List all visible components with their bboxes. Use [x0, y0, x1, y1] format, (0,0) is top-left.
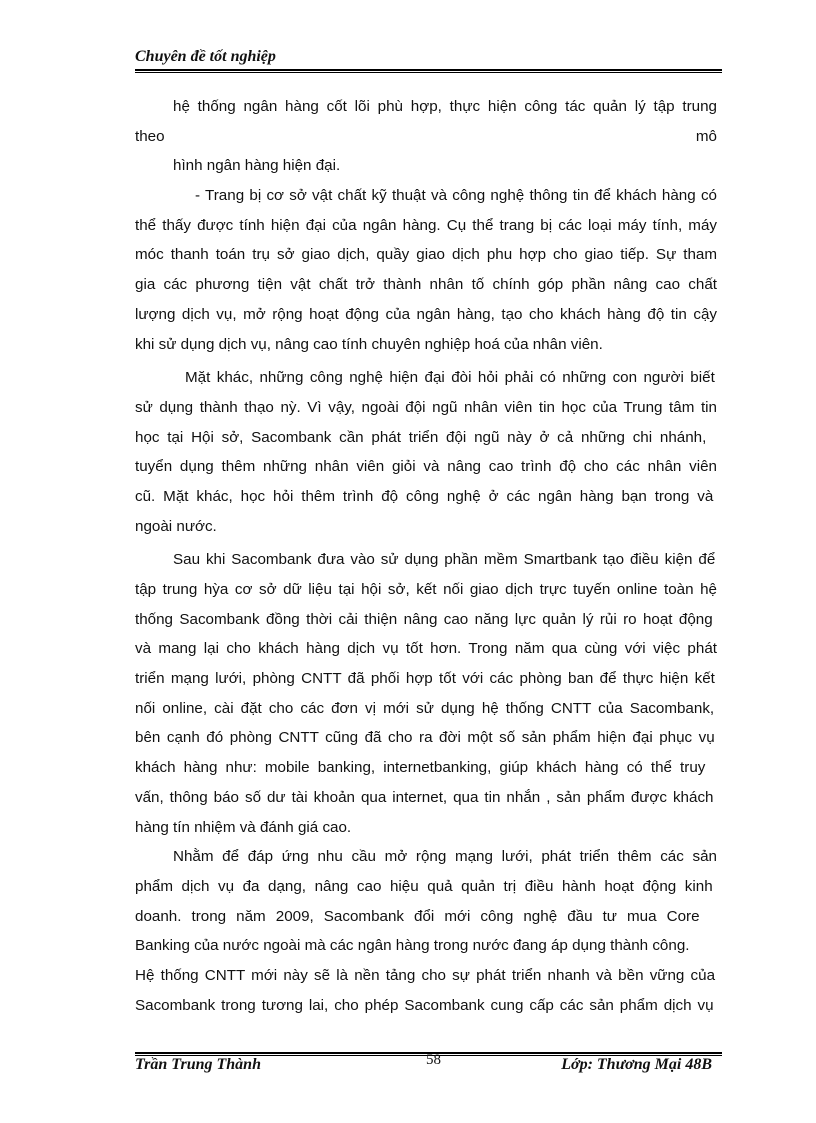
- paragraph-line: hình ngân hàng hiện đại.: [173, 157, 341, 175]
- page-header-title: Chuyên đề tốt nghiệp: [135, 48, 276, 65]
- paragraph-line: - Trang bị cơ sở vật chất kỹ thuật và công nghệ thông tin để khách hàng có: [195, 187, 717, 205]
- paragraph-line-split: [135, 122, 717, 152]
- paragraph-line: sử dụng thành thạo nỳ. Vì vậy, ngoài đội ngũ nhân viên tin học của Trung tâm tin: [135, 398, 717, 416]
- paragraph-line: ngoài nước.: [135, 517, 217, 535]
- paragraph-line: Nhằm để đáp ứng nhu cầu mở rộng mạng lưới, phát triển thêm các sản: [173, 848, 717, 866]
- paragraph-line: phẩm dịch vụ đa dạng, nâng cao hiệu quả quản trị điều hành hoạt động kinh: [135, 877, 713, 895]
- paragraph-line: hệ thống ngân hàng cốt lõi phù hợp, thực hiện công tác quản lý tập trung: [173, 98, 717, 115]
- paragraph-line: cũ. Mặt khác, học hỏi thêm trình độ công nghệ ở các ngân hàng bạn trong và: [135, 487, 714, 505]
- paragraph-line: học tại Hội sở, Sacombank cần phát triển đội ngũ này ở cả những chi nhánh,: [135, 428, 707, 446]
- header-rule-thin: [135, 72, 722, 73]
- paragraph-line: gia các phương tiện vật chất trở thành nhân tố chính góp phần nâng cao chất: [135, 276, 717, 294]
- paragraph-line: Banking của nước ngoài mà các ngân hàng trong nước đang áp dụng thành công.: [135, 937, 690, 955]
- page-number: 58: [426, 1052, 441, 1068]
- paragraph-line: vấn, thông báo số dư tài khoản qua internet, qua tin nhắn , sản phẩm được khách: [135, 788, 714, 806]
- paragraph-line: và mang lại cho khách hàng dịch vụ tốt hơn. Trong năm qua cùng với việc phát: [135, 640, 717, 658]
- paragraph-line: thể thấy được tính hiện đại của ngân hàng. Cụ thể trang bị các loại máy tính, máy: [135, 216, 717, 234]
- paragraph-line: triển mạng lưới, phòng CNTT đã phối hợp tốt với các phòng ban để thực hiện kết: [135, 670, 715, 688]
- paragraph-line: nối online, cài đặt cho các đơn vị mới sử dụng hệ thống CNTT của Sacombank,: [135, 699, 715, 717]
- paragraph-line: lượng dịch vụ, mở rộng hoạt động của ngân hàng, tạo cho khách hàng độ tin cậy: [135, 305, 717, 323]
- paragraph-line: hàng tín nhiệm và đánh giá cao.: [135, 818, 352, 836]
- paragraph-line: tuyển dụng thêm những nhân viên giỏi và nâng cao trình độ cho các nhân viên: [135, 458, 717, 476]
- footer-class: Lớp: Thương Mại 48B: [561, 1056, 712, 1073]
- paragraph-line: Hệ thống CNTT mới này sẽ là nền tảng cho sự phát triển nhanh và bền vững của: [135, 966, 716, 984]
- paragraph-line: thống Sacombank đồng thời cải thiện nâng cao năng lực quản lý rủi ro hoạt động: [135, 610, 713, 628]
- paragraph-line: Sau khi Sacombank đưa vào sử dụng phần mềm Smartbank tạo điều kiện để: [173, 551, 716, 569]
- document-body: [135, 92, 717, 1020]
- paragraph-word: mô: [695, 127, 717, 145]
- paragraph-word: theo: [135, 127, 165, 145]
- footer-author: Trần Trung Thành: [135, 1056, 261, 1073]
- paragraph-line: Sacombank trong tương lai, cho phép Sacombank cung cấp các sản phẩm dịch vụ: [135, 996, 714, 1014]
- paragraph-line: khi sử dụng dịch vụ, nâng cao tính chuyên nghiệp hoá của nhân viên.: [135, 335, 603, 353]
- paragraph-line: khách hàng như: mobile banking, internetbanking, giúp khách hàng có thể truy: [135, 759, 706, 777]
- paragraph-line: móc thanh toán trụ sở giao dịch, quầy giao dịch phu hợp cho giao tiếp. Sự tham: [135, 246, 717, 264]
- header-rule: [135, 69, 722, 71]
- paragraph-line: doanh. trong năm 2009, Sacombank đổi mới công nghệ đầu tư mua Core: [135, 907, 700, 925]
- paragraph-line: Mặt khác, những công nghệ hiện đại đòi hỏi phải có những con người biết: [185, 369, 715, 387]
- paragraph-line: bên cạnh đó phòng CNTT cũng đã cho ra đời một số sản phẩm hiện đại phục vụ: [135, 729, 715, 747]
- paragraph-line: tập trung hỳa cơ sở dữ liệu tại hội sở, kết nối giao dịch trực tuyến online toàn hệ: [135, 581, 717, 598]
